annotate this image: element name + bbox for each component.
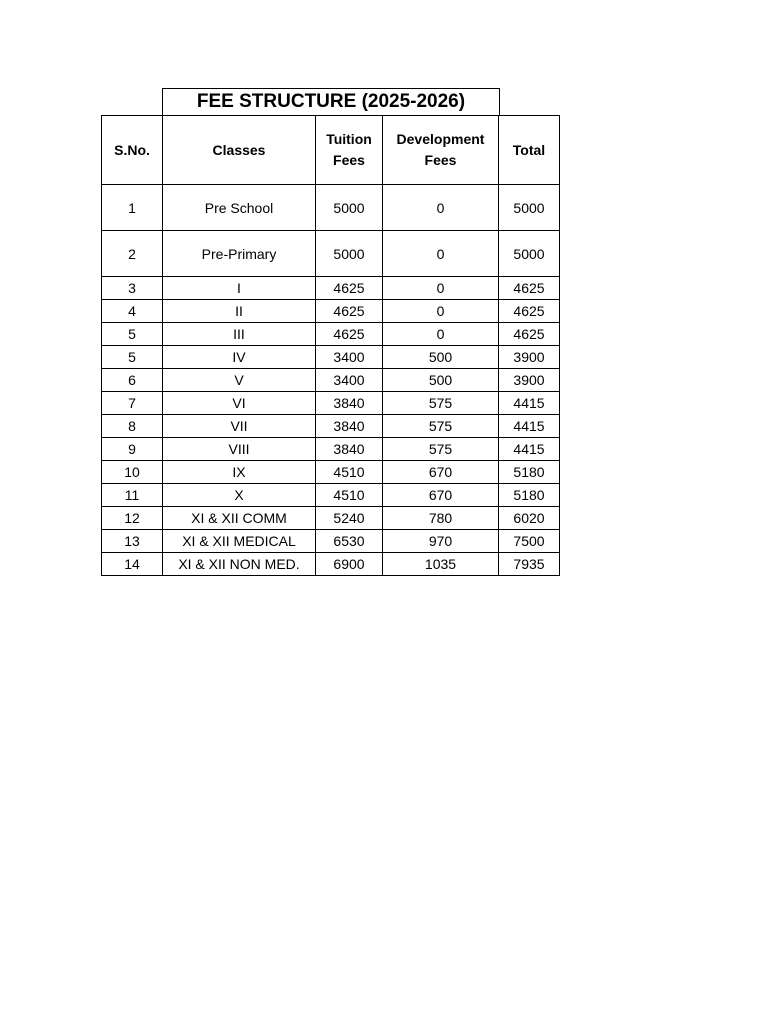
cell-total: 4415: [499, 438, 560, 461]
cell-tuition: 5000: [316, 231, 383, 277]
cell-class: IV: [163, 346, 316, 369]
cell-development: 575: [383, 438, 499, 461]
cell-development: 575: [383, 392, 499, 415]
cell-total: 6020: [499, 507, 560, 530]
cell-total: 3900: [499, 369, 560, 392]
header-tuition-line1: Tuition: [326, 131, 372, 147]
cell-development: 0: [383, 277, 499, 300]
cell-total: 4415: [499, 392, 560, 415]
header-development-fees: [383, 116, 499, 185]
cell-development: 1035: [383, 553, 499, 576]
cell-class: IX: [163, 461, 316, 484]
header-development-line1: Development: [396, 131, 485, 147]
table-title: FEE STRUCTURE (2025-2026): [162, 88, 500, 115]
header-tuition-line2: Fees: [333, 152, 365, 168]
header-tuition-fees: [316, 116, 383, 185]
cell-development: 500: [383, 346, 499, 369]
cell-class: XI & XII COMM: [163, 507, 316, 530]
header-classes: Classes: [163, 116, 316, 185]
cell-sno: 1: [102, 185, 163, 231]
cell-sno: 9: [102, 438, 163, 461]
table-row: [102, 277, 560, 300]
cell-tuition: 4625: [316, 323, 383, 346]
table-row: [102, 484, 560, 507]
table-row: [102, 507, 560, 530]
table-row: [102, 346, 560, 369]
cell-class: Pre School: [163, 185, 316, 231]
cell-total: 7500: [499, 530, 560, 553]
cell-tuition: 6530: [316, 530, 383, 553]
cell-tuition: 3400: [316, 346, 383, 369]
cell-class: X: [163, 484, 316, 507]
header-total: Total: [499, 116, 560, 185]
table-row: [102, 185, 560, 231]
cell-sno: 6: [102, 369, 163, 392]
cell-total: 5000: [499, 185, 560, 231]
cell-development: 0: [383, 185, 499, 231]
cell-class: Pre-Primary: [163, 231, 316, 277]
cell-tuition: 3840: [316, 415, 383, 438]
cell-tuition: 4625: [316, 277, 383, 300]
cell-total: 5000: [499, 231, 560, 277]
cell-tuition: 4510: [316, 484, 383, 507]
cell-development: 575: [383, 415, 499, 438]
cell-development: 0: [383, 300, 499, 323]
cell-sno: 8: [102, 415, 163, 438]
cell-total: 4625: [499, 300, 560, 323]
cell-development: 670: [383, 461, 499, 484]
cell-sno: 2: [102, 231, 163, 277]
table-row: [102, 438, 560, 461]
cell-class: II: [163, 300, 316, 323]
cell-class: VIII: [163, 438, 316, 461]
cell-tuition: 5000: [316, 185, 383, 231]
table-row: [102, 392, 560, 415]
cell-sno: 4: [102, 300, 163, 323]
cell-class: I: [163, 277, 316, 300]
cell-tuition: 5240: [316, 507, 383, 530]
cell-sno: 5: [102, 346, 163, 369]
cell-class: III: [163, 323, 316, 346]
cell-total: 4625: [499, 323, 560, 346]
cell-tuition: 3400: [316, 369, 383, 392]
cell-total: 7935: [499, 553, 560, 576]
cell-development: 0: [383, 323, 499, 346]
fee-structure-table: [101, 115, 560, 576]
cell-development: 500: [383, 369, 499, 392]
cell-development: 0: [383, 231, 499, 277]
cell-total: 3900: [499, 346, 560, 369]
header-sno: S.No.: [102, 116, 163, 185]
cell-class: XI & XII NON MED.: [163, 553, 316, 576]
table-row: [102, 323, 560, 346]
table-row: [102, 553, 560, 576]
cell-total: 5180: [499, 484, 560, 507]
cell-total: 4415: [499, 415, 560, 438]
table-row: [102, 231, 560, 277]
cell-sno: 13: [102, 530, 163, 553]
cell-sno: 12: [102, 507, 163, 530]
table-row: [102, 369, 560, 392]
table-row: [102, 415, 560, 438]
cell-sno: 3: [102, 277, 163, 300]
table-row: [102, 530, 560, 553]
cell-class: VII: [163, 415, 316, 438]
cell-class: XI & XII MEDICAL: [163, 530, 316, 553]
cell-sno: 11: [102, 484, 163, 507]
cell-tuition: 4510: [316, 461, 383, 484]
cell-sno: 5: [102, 323, 163, 346]
cell-sno: 7: [102, 392, 163, 415]
cell-total: 5180: [499, 461, 560, 484]
cell-sno: 14: [102, 553, 163, 576]
header-row: [102, 116, 560, 185]
cell-tuition: 3840: [316, 438, 383, 461]
cell-tuition: 3840: [316, 392, 383, 415]
cell-tuition: 4625: [316, 300, 383, 323]
cell-development: 670: [383, 484, 499, 507]
cell-class: VI: [163, 392, 316, 415]
cell-tuition: 6900: [316, 553, 383, 576]
cell-total: 4625: [499, 277, 560, 300]
cell-development: 780: [383, 507, 499, 530]
cell-class: V: [163, 369, 316, 392]
cell-development: 970: [383, 530, 499, 553]
header-development-line2: Fees: [424, 152, 457, 168]
table-row: [102, 300, 560, 323]
cell-sno: 10: [102, 461, 163, 484]
table-row: [102, 461, 560, 484]
